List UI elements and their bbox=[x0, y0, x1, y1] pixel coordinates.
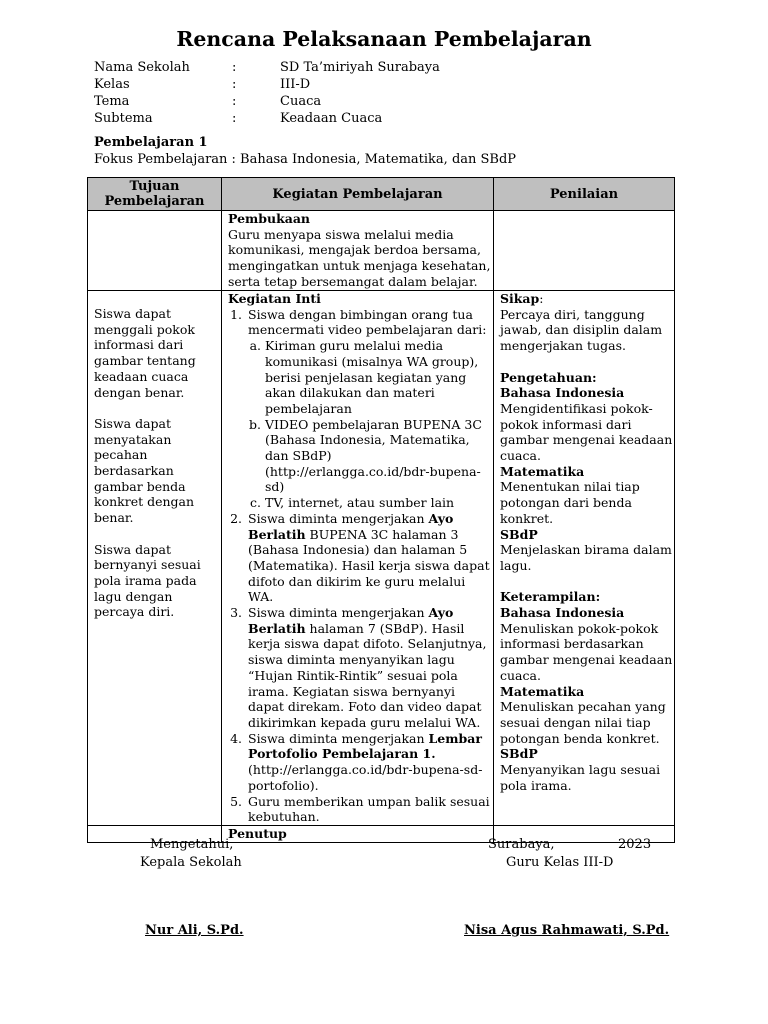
info-label: Tema bbox=[94, 94, 130, 109]
subject-label: Matematika bbox=[500, 683, 585, 699]
sikap-text: Percaya diri, tanggung jawab, dan disiplin dalam mengerjakan tugas. bbox=[500, 306, 663, 354]
subject-label: SBdP bbox=[500, 746, 538, 762]
cell-tujuan bbox=[88, 291, 222, 826]
sub-list bbox=[248, 338, 493, 511]
cell-penutup: Penutup bbox=[222, 825, 494, 842]
tujuan-item: Siswa dapat menyatakan pecahan berdasarkan gambar benda konkret dengan benar. bbox=[94, 415, 195, 526]
signature-role-kepala: Kepala Sekolah bbox=[140, 855, 242, 870]
info-value: III-D bbox=[280, 77, 311, 92]
signature-year: 2023 bbox=[618, 837, 652, 852]
assessment-text: Menentukan nilai tiap potongan dari benda konkret. bbox=[500, 479, 640, 526]
subject-label: Bahasa Indonesia bbox=[500, 385, 625, 401]
tujuan-item: Siswa dapat bernyanyi sesuai pola irama pada lagu dengan percaya diri. bbox=[94, 541, 201, 620]
assessment-text: Menyanyikan lagu sesuai pola irama. bbox=[500, 762, 661, 793]
header-penilaian: Penilaian bbox=[494, 178, 675, 211]
cell-empty bbox=[494, 211, 675, 291]
cell-empty bbox=[88, 211, 222, 291]
info-label: Subtema bbox=[94, 111, 153, 126]
info-label: Kelas bbox=[94, 77, 130, 92]
pembukaan-heading: Pembukaan bbox=[228, 211, 311, 226]
signature-mengetahui: Mengetahui, bbox=[150, 837, 234, 852]
header-tujuan: Tujuan Pembelajaran bbox=[88, 178, 222, 211]
info-colon: : bbox=[232, 60, 237, 75]
assessment-text: Menuliskan pecahan yang sesuai dengan nilai tiap potongan benda konkret. bbox=[500, 699, 666, 746]
assessment-text: Menjelaskan birama dalam lagu. bbox=[500, 542, 672, 573]
info-colon: : bbox=[232, 77, 237, 92]
cell-penilaian bbox=[494, 291, 675, 826]
info-label: Nama Sekolah bbox=[94, 60, 190, 75]
subject-label: SBdP bbox=[500, 526, 538, 542]
table-row-inti bbox=[88, 291, 675, 826]
info-value: Cuaca bbox=[280, 94, 322, 109]
keterampilan-heading: Keterampilan: bbox=[500, 589, 601, 605]
list-item: 5. Guru memberikan umpan balik sesuai kebutuhan. bbox=[246, 794, 493, 825]
tujuan-item: Siswa dapat menggali pokok informasi dari gambar tentang keadaan cuaca dengan benar. bbox=[94, 306, 196, 400]
list-item: a. Kiriman guru melalui media komunikasi (misalnya WA group), berisi penjelasan kegiatan yang akan dilakukan dan materi pembelajaran bbox=[265, 338, 493, 417]
info-colon: : bbox=[232, 111, 237, 126]
lesson-focus: Fokus Pembelajaran : Bahasa Indonesia, Matematika, dan SBdP bbox=[94, 152, 517, 167]
list-item: 2. Siswa diminta mengerjakan Ayo Berlatih BUPENA 3C halaman 3 (Bahasa Indonesia) dan halaman 5 (Matematika). Hasil kerja siswa dapat difoto dan dikirim ke guru melalui WA. bbox=[246, 511, 493, 605]
list-item: c. TV, internet, atau sumber lain bbox=[265, 495, 493, 511]
lesson-number: Pembelajaran 1 bbox=[94, 135, 208, 150]
pembukaan-text: Guru menyapa siswa melalui media komunikasi, mengajak berdoa bersama, mengingatkan untuk menjaga kesehatan, serta tetap bersemangat dalam belajar. bbox=[228, 226, 491, 289]
table-header-row bbox=[88, 178, 675, 211]
table-row-pembukaan bbox=[88, 211, 675, 291]
info-value: Keadaan Cuaca bbox=[280, 111, 383, 126]
inti-list bbox=[228, 307, 493, 825]
inti-heading: Kegiatan Inti bbox=[228, 291, 321, 306]
pengetahuan-heading: Pengetahuan: bbox=[500, 369, 597, 385]
info-colon: : bbox=[232, 94, 237, 109]
assessment-text: Mengidentifikasi pokok-pokok informasi dari gambar mengenai keadaan cuaca. bbox=[500, 400, 673, 464]
list-item: b. VIDEO pembelajaran BUPENA 3C (Bahasa Indonesia, Matematika, dan SBdP) (http://erlangga.co.id/bdr-bupena-sd) bbox=[265, 417, 493, 496]
list-item: 1. Siswa dengan bimbingan orang tua mencermati video pembelajaran dari: a. Kiriman guru melalui media komunikasi (misalnya WA group), berisi penjelasan kegiatan yang akan dilakukan dan materi pembelajaran b. VIDEO pembelajaran BUPENA 3C (Bahasa Indonesia, Matematika, dan SBdP) (http://erlangga.co.id/bdr-bupena-sd) c. TV, internet, atau sumber lain bbox=[246, 307, 493, 511]
lesson-plan-table bbox=[87, 177, 675, 843]
info-value: SD Ta’miriyah Surabaya bbox=[280, 60, 440, 75]
signature-name-guru: Nisa Agus Rahmawati, S.Pd. bbox=[464, 923, 670, 938]
subject-label: Matematika bbox=[500, 463, 585, 479]
signature-role-guru: Guru Kelas III-D bbox=[506, 855, 614, 870]
subject-label: Bahasa Indonesia bbox=[500, 605, 625, 621]
header-kegiatan: Kegiatan Pembelajaran bbox=[222, 178, 494, 211]
list-item: 4. Siswa diminta mengerjakan Lembar Portofolio Pembelajaran 1. (http://erlangga.co.id/bdr-bupena-sd-portofolio). bbox=[246, 731, 493, 794]
cell-kegiatan-inti bbox=[222, 291, 494, 826]
sikap-row: Sikap: bbox=[500, 291, 544, 306]
signature-place: Surabaya, bbox=[488, 837, 555, 852]
signature-name-kepala: Nur Ali, S.Pd. bbox=[145, 923, 244, 938]
assessment-text: Menuliskan pokok-pokok informasi berdasarkan gambar mengenai keadaan cuaca. bbox=[500, 620, 673, 683]
list-item: 3. Siswa diminta mengerjakan Ayo Berlatih halaman 7 (SBdP). Hasil kerja siswa dapat difoto. Selanjutnya, siswa diminta menyanyikan lagu “Hujan Rintik-Rintik” sesuai pola irama. Kegiatan siswa bernyanyi dapat direkam. Foto dan video dapat dikirimkan kepada guru melalui WA. bbox=[246, 605, 493, 731]
cell-pembukaan bbox=[222, 211, 494, 291]
document-title: Rencana Pelaksanaan Pembelajaran bbox=[176, 27, 592, 51]
